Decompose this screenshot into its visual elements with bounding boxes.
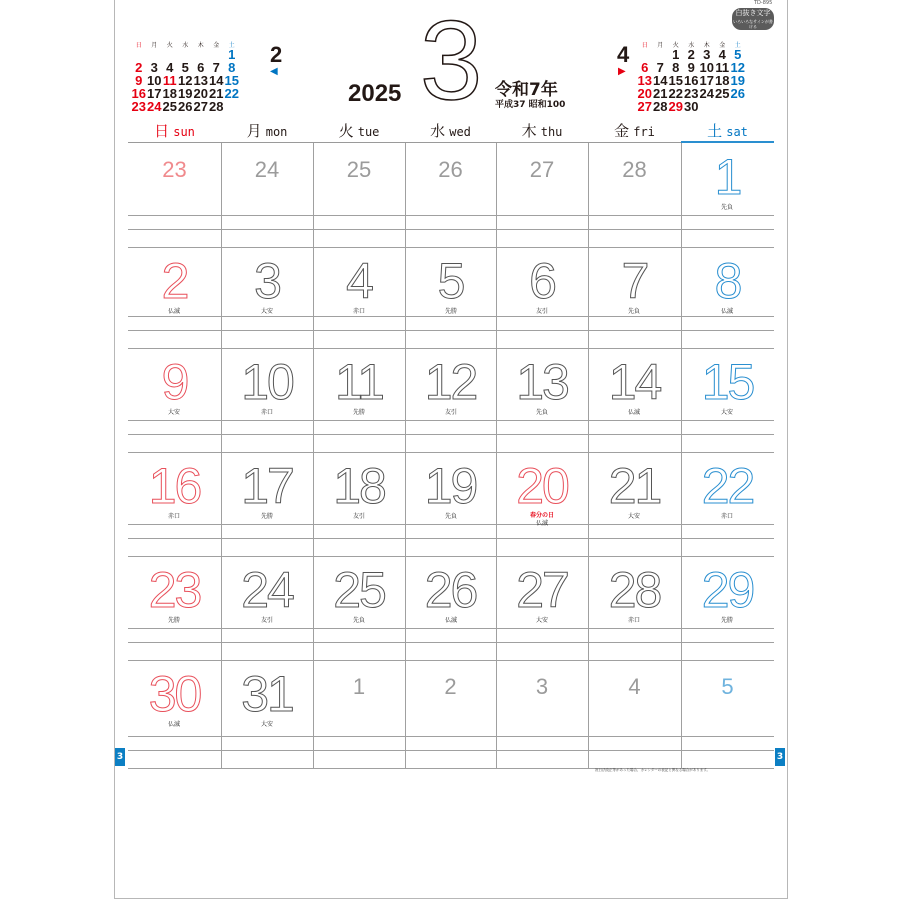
weekday-en: thu: [540, 125, 563, 139]
rokuyo-label: 大安: [627, 513, 640, 520]
rokuyo-label: 仏滅: [167, 308, 180, 315]
adjacent-month-day: 3: [535, 674, 549, 699]
rokuyo-label: 先勝: [444, 308, 457, 315]
mini-day: 17: [699, 73, 714, 88]
mini-day: 20: [193, 86, 208, 101]
mini-day: 8: [672, 60, 680, 75]
writing-line: [128, 660, 774, 661]
mini-weekday: 日: [135, 42, 142, 49]
rokuyo-label: 赤口: [167, 513, 180, 520]
year-label: 2025: [348, 80, 402, 107]
rokuyo-label: 友引: [444, 409, 457, 416]
mini-weekday: 土: [228, 42, 235, 49]
rokuyo-label: 仏滅: [535, 520, 548, 527]
writing-line: [128, 316, 774, 317]
day-number: 30: [148, 666, 201, 722]
mini-day: 4: [718, 47, 726, 62]
prev-month-number: 2: [270, 42, 283, 67]
prev-month-mini-calendar: [131, 40, 240, 113]
rokuyo-label: 先勝: [720, 617, 733, 624]
weekday-jp: 土: [707, 123, 727, 140]
day-number: 25: [333, 562, 385, 618]
mini-day: 9: [687, 60, 695, 75]
weekday-jp: 金: [614, 123, 634, 140]
mini-day: 12: [178, 73, 193, 88]
day-number: 15: [701, 354, 754, 410]
mini-day: 16: [131, 86, 146, 101]
mini-day: 26: [730, 86, 745, 101]
mini-day: 5: [734, 47, 742, 62]
mini-day: 14: [653, 73, 668, 88]
writing-line: [128, 229, 774, 230]
rokuyo-label: 大安: [260, 308, 273, 315]
day-number: 6: [529, 253, 555, 309]
mini-day: 21: [209, 86, 224, 101]
writing-line: [128, 215, 774, 216]
weekday-sat: [681, 120, 774, 142]
mini-day: 22: [668, 86, 683, 101]
mini-weekday: 土: [734, 42, 741, 49]
mini-day: 19: [178, 86, 193, 101]
weekday-sun: [128, 120, 221, 142]
day-number: 26: [424, 562, 477, 618]
day-number: 8: [714, 253, 741, 309]
weekday-jp: 火: [338, 123, 358, 140]
rokuyo-label: 先勝: [352, 409, 365, 416]
mini-day: 27: [193, 99, 208, 114]
writing-line: [128, 452, 774, 453]
day-number: 27: [516, 562, 568, 618]
rokuyo-label: 先負: [720, 204, 733, 211]
mini-day: 29: [668, 99, 683, 114]
side-tab-right: 3: [775, 748, 785, 766]
weekday-jp: 水: [430, 123, 450, 140]
holiday-label: 春分の日: [529, 512, 554, 519]
next-month-mini-calendar: [637, 40, 746, 113]
writing-line: [128, 247, 774, 248]
badge-title: 白抜き文字: [735, 9, 771, 17]
mini-day: [730, 100, 746, 113]
rokuyo-label: 仏滅: [444, 617, 457, 624]
mini-day: 21: [653, 86, 668, 101]
mini-day: 4: [166, 60, 174, 75]
prev-month-arrow-icon: ◀: [270, 66, 278, 77]
mini-weekday: 木: [703, 42, 710, 49]
mini-day: [224, 100, 240, 113]
rokuyo-label: 先勝: [260, 513, 273, 520]
writing-line: [128, 736, 774, 737]
day-number: 16: [148, 458, 201, 514]
day-number: 17: [241, 458, 293, 514]
day-number: 18: [333, 458, 385, 514]
day-number: 11: [335, 354, 383, 410]
rokuyo-label: 赤口: [260, 409, 273, 416]
adjacent-month-day: 2: [444, 674, 457, 699]
mini-day: 23: [684, 86, 699, 101]
mini-day: 15: [668, 73, 683, 88]
mini-day: 24: [699, 86, 714, 101]
day-number: 14: [608, 354, 661, 410]
rokuyo-label: 大安: [720, 409, 733, 416]
adjacent-month-day: 4: [628, 674, 641, 699]
mini-day: 5: [181, 60, 189, 75]
mini-day: 3: [703, 47, 711, 62]
badge-subtitle: いろいろなサインが書ける: [733, 19, 773, 29]
adjacent-month-day: 23: [162, 157, 187, 182]
mini-weekday: 日: [641, 42, 648, 49]
mini-week-row: [637, 100, 746, 113]
mini-day: 3: [150, 60, 158, 75]
mini-day: 28: [653, 99, 668, 114]
rokuyo-label: 大安: [167, 409, 180, 416]
day-number: 3: [254, 253, 280, 309]
rokuyo-label: 友引: [535, 308, 548, 315]
rokuyo-label: 大安: [535, 617, 548, 624]
day-number: 12: [424, 354, 477, 410]
weekday-jp: 日: [154, 123, 174, 140]
mini-day: 10: [147, 73, 162, 88]
mini-day: 17: [147, 86, 162, 101]
mini-day: 11: [162, 73, 177, 88]
day-number: 2: [161, 253, 188, 309]
rokuyo-label: 仏滅: [627, 409, 640, 416]
adjacent-month-day: 24: [254, 157, 280, 182]
rokuyo-label: 先勝: [167, 617, 180, 624]
mini-day: 13: [193, 73, 208, 88]
day-number: 4: [346, 253, 372, 309]
mini-weekday: 水: [182, 42, 189, 49]
mini-day: 11: [715, 60, 730, 75]
day-number: 20: [516, 458, 568, 514]
mini-day: 1: [228, 47, 236, 62]
writing-line: [128, 524, 774, 525]
writing-line: [128, 348, 774, 349]
mini-day: 25: [715, 86, 730, 101]
rokuyo-label: 赤口: [352, 308, 365, 315]
month-title: 3: [420, 0, 483, 123]
mini-weekday-row: [131, 40, 240, 48]
weekday-en: mon: [265, 125, 288, 139]
weekday-fri: [588, 120, 681, 142]
mini-day: [715, 100, 731, 113]
adjacent-month-day: 26: [438, 157, 463, 182]
rokuyo-label: 赤口: [720, 513, 733, 520]
mini-day: 20: [637, 86, 652, 101]
day-number: 7: [621, 253, 648, 309]
rokuyo-label: 友引: [260, 617, 273, 624]
mini-weekday: 火: [166, 42, 173, 49]
mini-day: 16: [684, 73, 699, 88]
writing-line: [128, 538, 774, 539]
day-number: 1: [714, 149, 741, 205]
rokuyo-label: 先負: [627, 308, 640, 315]
mini-day: 7: [212, 60, 220, 75]
mini-weekday: 月: [657, 42, 664, 49]
mini-day: 26: [178, 99, 193, 114]
mini-day: 6: [641, 60, 649, 75]
mini-day: 7: [656, 60, 664, 75]
day-number: 21: [608, 458, 661, 514]
side-tab-left: 3: [115, 748, 125, 766]
mini-day: 6: [197, 60, 205, 75]
footnote: 祝日法改正等があった場合、カレンダーの表記と異なる場合があります。: [595, 768, 710, 772]
mini-week-row: [131, 100, 240, 113]
mini-day: 27: [637, 99, 652, 114]
header-divider-saturday: [681, 141, 774, 143]
era-sub-label: 平成37 昭和100: [495, 100, 566, 110]
mini-day: 23: [131, 99, 146, 114]
adjacent-month-day: 27: [529, 157, 555, 182]
day-number: 9: [161, 354, 188, 410]
era-label: 令和7年: [495, 80, 558, 100]
rokuyo-label: 大安: [260, 721, 273, 728]
rokuyo-label: 先負: [535, 409, 548, 416]
mini-weekday: 水: [688, 42, 695, 49]
mini-day: 18: [162, 86, 177, 101]
writing-line: [128, 420, 774, 421]
mini-day: 1: [672, 47, 680, 62]
day-number: 31: [241, 666, 293, 722]
mini-day: 15: [224, 73, 239, 88]
adjacent-month-day: 28: [622, 157, 647, 182]
mini-day: 9: [135, 73, 143, 88]
mini-day: 10: [699, 60, 714, 75]
weekday-jp: 木: [521, 123, 541, 140]
weekday-jp: 月: [246, 123, 266, 140]
mini-day: 13: [637, 73, 652, 88]
weekday-en: sat: [726, 125, 748, 139]
mini-day: 2: [687, 47, 695, 62]
mini-day: [699, 100, 715, 113]
adjacent-month-day: 1: [352, 674, 366, 699]
mini-day: 24: [147, 99, 162, 114]
day-number: 10: [241, 354, 293, 410]
day-number: 28: [608, 562, 661, 618]
mini-weekday: 木: [197, 42, 204, 49]
weekday-en: wed: [449, 125, 471, 139]
rokuyo-label: 赤口: [627, 617, 640, 624]
day-number: 29: [701, 562, 754, 618]
rokuyo-label: 友引: [352, 513, 365, 520]
mini-weekday: 金: [719, 42, 726, 49]
adjacent-month-day: 5: [721, 674, 734, 699]
mini-day: 28: [209, 99, 224, 114]
rokuyo-label: 先負: [352, 617, 365, 624]
mini-day: 19: [730, 73, 745, 88]
weekday-en: tue: [357, 125, 380, 139]
product-code: TD-895: [754, 0, 773, 6]
rokuyo-label: 仏滅: [167, 721, 180, 728]
day-number: 19: [424, 458, 477, 514]
writing-line: [128, 556, 774, 557]
weekday-mon: [221, 120, 313, 142]
mini-day: 12: [730, 60, 745, 75]
mini-day: 25: [162, 99, 177, 114]
mini-day: 22: [224, 86, 239, 101]
day-number: 5: [437, 253, 464, 309]
weekday-tue: [313, 120, 405, 142]
rokuyo-label: 先負: [444, 513, 457, 520]
product-badge: [732, 8, 774, 30]
day-number: 23: [148, 562, 201, 618]
adjacent-month-day: 25: [346, 157, 372, 182]
next-month-number: 4: [617, 42, 630, 67]
mini-day: 2: [135, 60, 143, 75]
mini-day: 18: [715, 73, 730, 88]
weekday-en: fri: [633, 125, 655, 139]
weekday-en: sun: [173, 125, 195, 139]
writing-line: [128, 642, 774, 643]
mini-weekday: 火: [672, 42, 679, 49]
writing-line: [128, 434, 774, 435]
next-month-arrow-icon: ▶: [618, 66, 626, 77]
mini-day: 14: [209, 73, 224, 88]
writing-line: [128, 330, 774, 331]
mini-day: 8: [228, 60, 236, 75]
mini-weekday: 金: [213, 42, 220, 49]
day-number: 24: [241, 562, 293, 618]
rokuyo-label: 仏滅: [720, 308, 733, 315]
writing-line: [128, 750, 774, 751]
day-number: 13: [516, 354, 568, 410]
writing-line: [128, 628, 774, 629]
weekday-thu: [496, 120, 588, 142]
mini-day: 30: [684, 99, 699, 114]
day-number: 22: [701, 458, 754, 514]
header-divider: [128, 142, 774, 143]
mini-weekday: 月: [151, 42, 158, 49]
weekday-wed: [405, 120, 496, 142]
